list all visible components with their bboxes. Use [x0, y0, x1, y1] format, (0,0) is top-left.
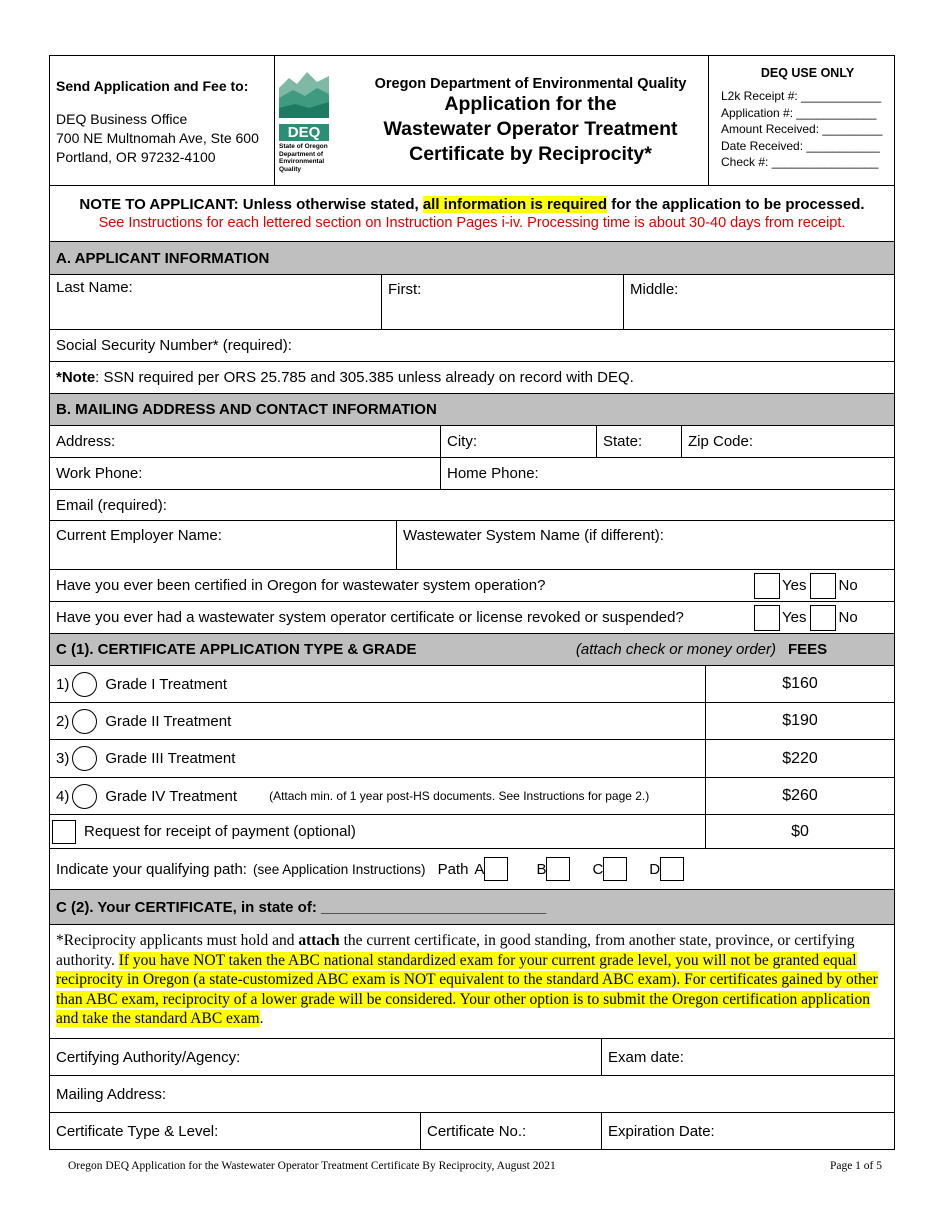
form-header: [50, 56, 894, 186]
grade-1-fee: $160: [705, 666, 894, 702]
certified-no-checkbox[interactable]: [810, 573, 836, 599]
email-row: [50, 490, 894, 521]
address-field[interactable]: Address:: [56, 433, 116, 450]
city-field[interactable]: City:: [440, 426, 596, 457]
send-address: DEQ Business Office 700 NE Multnomah Ave, Ste 600 Portland, OR 97232-4100: [56, 111, 259, 165]
cert-type-field[interactable]: Certificate Type & Level:: [56, 1122, 219, 1140]
address-row: [50, 426, 894, 458]
reciprocity-paragraph-row: [50, 925, 894, 1039]
expiration-field[interactable]: Expiration Date:: [601, 1113, 894, 1149]
page-number: Page 1 of 5: [829, 1160, 882, 1172]
first-name-field[interactable]: First:: [381, 275, 623, 329]
authority-field[interactable]: Certifying Authority/Agency:: [56, 1048, 241, 1066]
application-form: [49, 55, 895, 1150]
zip-field[interactable]: Zip Code:: [681, 426, 894, 457]
footer-left: Oregon DEQ Application for the Wastewater Operator Treatment Certificate By Reciprocity, August 2021: [68, 1160, 556, 1172]
section-b-header: B. MAILING ADDRESS AND CONTACT INFORMATION: [50, 394, 894, 426]
state-field[interactable]: State:: [596, 426, 681, 457]
question-certified-row: Have you ever been certified in Oregon for wastewater system operation? Yes No: [50, 570, 894, 602]
mailing-address-field[interactable]: Mailing Address:: [56, 1085, 167, 1103]
send-to-block: [50, 56, 274, 185]
path-b-checkbox[interactable]: [546, 857, 570, 881]
employer-field[interactable]: Current Employer Name:: [56, 527, 222, 544]
send-title: Send Application and Fee to:: [56, 78, 249, 94]
path-note: (see Application Instructions): [252, 861, 426, 877]
grade-1-label: Grade I Treatment: [105, 675, 228, 693]
revoked-no-checkbox[interactable]: [810, 605, 836, 631]
employer-row: [50, 521, 894, 570]
deq-use-fields: L2k Receipt #: ____________ Application #: ____________ Amount Received: _________ Date Received: ___________ Check #: ________________: [721, 89, 883, 169]
system-name-field[interactable]: Wastewater System Name (if different):: [396, 521, 894, 569]
grade-2-label: Grade II Treatment: [105, 712, 232, 730]
certificate-row: [50, 1113, 894, 1149]
path-a-checkbox[interactable]: [484, 857, 508, 881]
name-row: [50, 275, 894, 330]
path-d-checkbox[interactable]: [660, 857, 684, 881]
grade-4-fee: $260: [705, 778, 894, 814]
note-instructions: See Instructions for each lettered section on Instruction Pages i-iv. Processing time is about 30-40 days from receipt.: [98, 215, 846, 231]
grade-2-fee: $190: [705, 703, 894, 739]
home-phone-field[interactable]: Home Phone:: [440, 458, 894, 489]
cert-no-field[interactable]: Certificate No.:: [420, 1113, 601, 1149]
receipt-label: Request for receipt of payment (optional): [84, 823, 356, 840]
section-a-header: A. APPLICANT INFORMATION: [50, 242, 894, 275]
question-revoked: Have you ever had a wastewater system operator certificate or license revoked or suspended?: [56, 609, 684, 626]
reciprocity-paragraph: *Reciprocity applicants must hold and attach the current certificate, in good standing, from another state, province, or certifying authority. If you have NOT taken the ABC national standardized exam for your current grade level, you will not be granted equal reciprocity in Oregon (a state-customized ABC exam is NOT equivalent to the standard ABC exam). For certificates gained by other than ABC exam, reciprocity of a lower grade will be considered. Your other option is to submit the Oregon certification application and take the standard ABC exam.: [56, 932, 878, 1027]
grade-4-label: Grade IV Treatment: [105, 787, 238, 805]
last-name-field[interactable]: Last Name:: [56, 279, 133, 296]
grade-3-label: Grade III Treatment: [105, 750, 236, 767]
agency-name: Oregon Department of Environmental Quality: [374, 76, 687, 92]
deq-logo: [275, 56, 353, 185]
section-c2-header: C (2). Your CERTIFICATE, in state of: ___________________________: [50, 890, 894, 925]
qualifying-path-row: Indicate your qualifying path: (see Application Instructions) Path A B C D: [50, 849, 894, 890]
grade-row: 3) Grade III Treatment $220: [50, 740, 894, 778]
grade-4-radio[interactable]: [72, 784, 97, 809]
question-certified: Have you ever been certified in Oregon for wastewater system operation?: [56, 577, 546, 594]
grade-3-radio[interactable]: [72, 746, 97, 771]
section-c1-header: C (1). CERTIFICATE APPLICATION TYPE & GRADE (attach check or money order) FEES: [50, 634, 894, 666]
grade-row: 1) Grade I Treatment $160: [50, 666, 894, 703]
grade-row: 4) Grade IV Treatment (Attach min. of 1 year post-HS documents. See Instructions for page 2.) $260: [50, 778, 894, 815]
path-c-checkbox[interactable]: [603, 857, 627, 881]
fees-label: FEES: [788, 641, 828, 658]
deq-landscape-icon: [279, 66, 329, 118]
receipt-fee: $0: [705, 815, 894, 848]
deq-logo-sub: State of Oregon Department of Environmental Quality: [279, 143, 328, 173]
mailing-row: [50, 1076, 894, 1113]
deq-use-title: DEQ USE ONLY: [760, 66, 855, 80]
page-title: Application for the Wastewater Operator Treatment Certificate by Reciprocity*: [383, 93, 678, 165]
title-block: [274, 56, 708, 185]
title-text: [353, 56, 708, 185]
note-to-applicant: NOTE TO APPLICANT: Unless otherwise stated, all information is required for the application to be processed. See Instructions for each lettered section on Instruction Pages i-iv. Processing time is about 30-40 days from receipt.: [50, 186, 894, 242]
page-footer: [68, 1160, 882, 1172]
deq-use-only: [708, 56, 894, 185]
grade-row: 2) Grade II Treatment $190: [50, 703, 894, 740]
grade-3-fee: $220: [705, 740, 894, 777]
ssn-row: [50, 330, 894, 362]
certified-yes-checkbox[interactable]: [754, 573, 780, 599]
email-field[interactable]: Email (required):: [56, 496, 167, 514]
work-phone-field[interactable]: Work Phone:: [56, 465, 143, 482]
deq-logo-text: DEQ: [279, 124, 329, 141]
ssn-note-row: *Note: SSN required per ORS 25.785 and 305.385 unless already on record with DEQ.: [50, 362, 894, 394]
grade-4-note: (Attach min. of 1 year post-HS documents. See Instructions for page 2.): [269, 789, 650, 803]
grade-2-radio[interactable]: [72, 709, 97, 734]
receipt-checkbox[interactable]: [52, 820, 76, 844]
revoked-yes-checkbox[interactable]: [754, 605, 780, 631]
middle-name-field[interactable]: Middle:: [623, 275, 894, 329]
attach-note: (attach check or money order): [575, 641, 776, 658]
authority-row: [50, 1039, 894, 1076]
path-label: Indicate your qualifying path:: [56, 860, 247, 878]
phone-row: [50, 458, 894, 490]
receipt-row: [50, 815, 894, 849]
exam-date-field[interactable]: Exam date:: [601, 1039, 894, 1075]
question-revoked-row: Have you ever had a wastewater system operator certificate or license revoked or suspended? Yes No: [50, 602, 894, 634]
grade-1-radio[interactable]: [72, 672, 97, 697]
ssn-field[interactable]: Social Security Number* (required):: [56, 337, 292, 354]
